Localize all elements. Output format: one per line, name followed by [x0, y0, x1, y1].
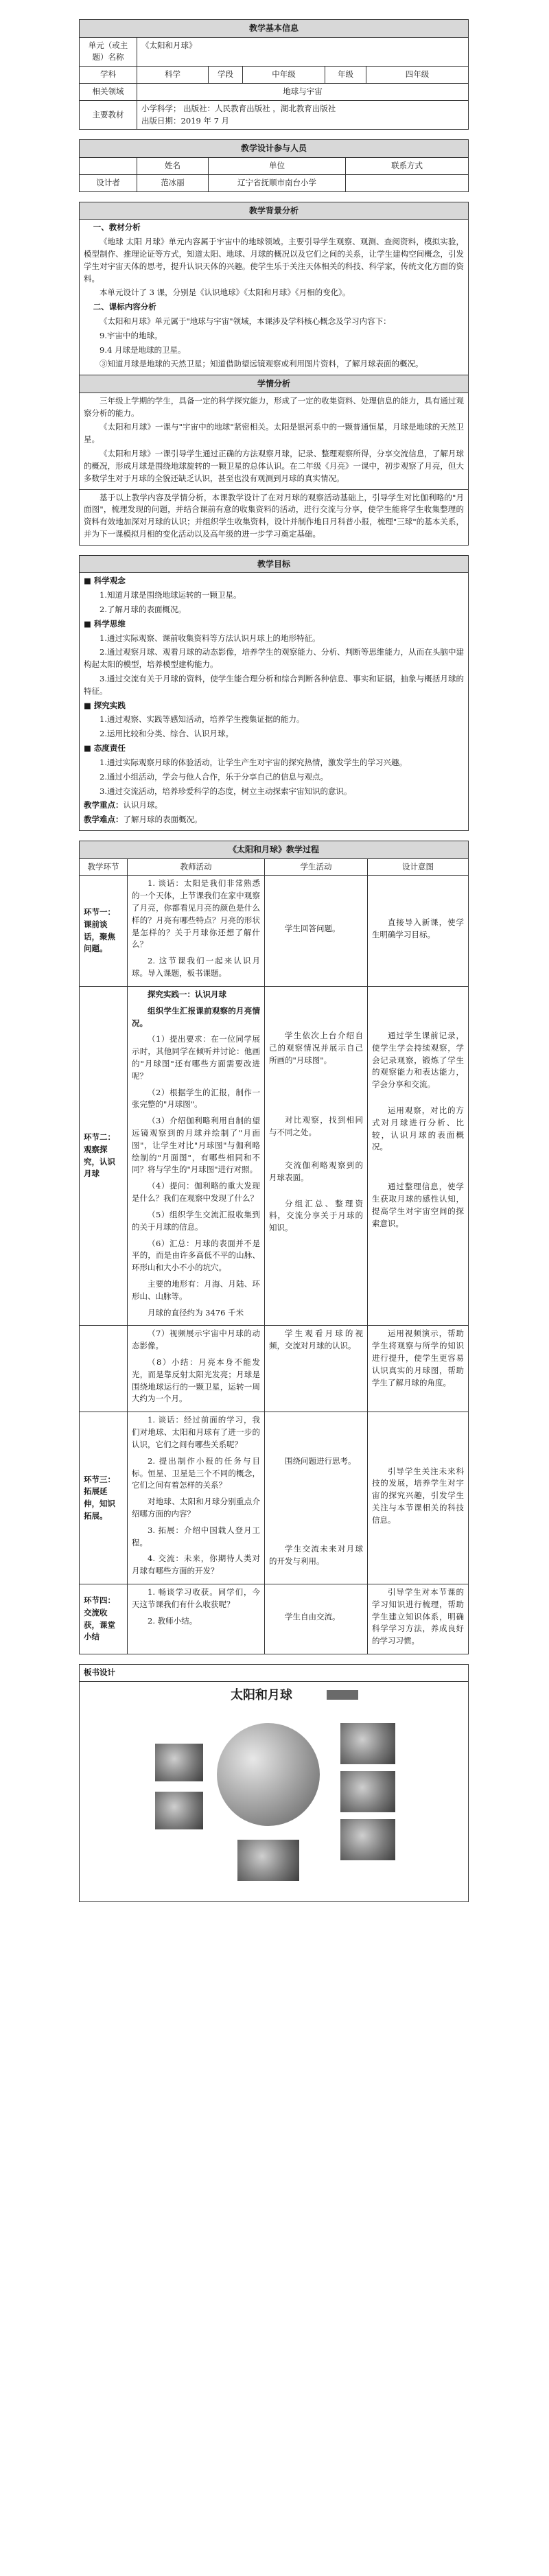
student-activity: 围绕问题进行思考。 学生交流未来对月球的开发与利用。 [265, 1412, 368, 1584]
material-label: 主要教材 [80, 100, 137, 130]
teacher-activity: 1. 谈话：经过前面的学习，我们对地球、太阳和月球有了进一步的认识，它们之间有哪些关系呢？ 2. 提出制作小报的任务与目标。恒星、卫星是三个不同的概念，它们之间有着怎样的关系？ 对地球、太阳和月球分别重点介绍哪方面的内容？ 3. 拓展：介绍中国载人登月工程。 4. 交流：未来，你期待人类对月球有哪些方面的开发？ [128, 1412, 265, 1584]
objective-item: 1.知道月球是围绕地球运转的一颗卫星。 [100, 590, 242, 600]
objective-category: ■ 科学思维 [84, 618, 126, 629]
col-contact: 联系方式 [346, 158, 469, 175]
material-value [137, 100, 469, 130]
design-intent: 通过学生课前记录，使学生学会持续观察，学会记录观察，锻炼了学生的观察能力和表达能力，学会分享和交流。 运用观察，对比的方式对月球进行分析、比较，认识月球的表面概况。 通过整理信息，使学生获取月球的感性认知，提高学生对宇宙空间的探索意识。 [368, 986, 469, 1326]
material-line-2: 出版日期：2019 年 7 月 [141, 115, 230, 126]
design-rationale [80, 489, 469, 545]
teacher-activity: 1. 谈话：太阳是我们非常熟悉的一个天体，上节课我们在家中观察了月亮，你都看见月亮的颜色是什么样的？月亮有哪些特点？月亮的形状是怎样的？关于月球你还想了解什么？ 2. 这节课我们一起来认识月球。导入课题，板书课题。 [128, 876, 265, 987]
background-paragraph: 《地球 太阳 月球》单元内容属于宇宙中的地球领域。主要引导学生观察、观测、查阅资料，模拟实验，模型制作、推理论证等方式，知道太阳、地球、月球的概况以及它们之间的关系，让学生建构空间概念，引发学生对宇宙天体的思考，提升认识天体的兴趣。使学生乐于关注天体相关的科技、科学家，传统文化方面的资料。 [84, 237, 464, 283]
stage-4: 环节四：交流收获，课堂小结 [80, 1584, 128, 1654]
basic-info-table [79, 19, 469, 130]
textbook-analysis-heading: 一、教材分析 [93, 222, 141, 233]
material-line-1: 小学科学； 出版社：人民教育出版社 ，湖北教育出版社 [141, 103, 336, 113]
objective-item: 3.通过交流有关于月球的资料，使学生能合理分析和综合判断各种信息、事实和证据，抽象与概括月球的特征。 [84, 674, 464, 696]
field-label: 相关领域 [80, 84, 137, 101]
board-design-label: 板书设计 [80, 1665, 469, 1682]
difficult-point: 教学难点：了解月球的表面概况。 [84, 815, 202, 825]
rationale-paragraph: 基于以上教学内容及学情分析，本课教学设计了在对月球的观察活动基础上，引导学生对比伽利略的"月面图"，梳理发现的问题，并结合课前有意的收集资料的活动，进行交流与分享，使学生能将学生收集整理的资料有效地加深对月球的认识；并组织学生收集资料，设计并制作地日月科普小报，梳理"三球"的基本关系，并为下一课模拟月相的变化活动以及高年级的进一步学习奠定基础。 [84, 492, 464, 539]
board-title: 太阳和月球 [231, 1687, 292, 1702]
unit-label: 单元（或主题）名称 [80, 37, 137, 67]
stage-label: 学段 [209, 67, 243, 84]
student-activity: 学生观看月球的视频，交流对月球的认识。 [265, 1326, 368, 1412]
student-activity: 学生回答问题。 [265, 876, 368, 987]
objectives-header: 教学目标 [80, 555, 469, 573]
objective-category: ■ 科学观念 [84, 576, 126, 586]
background-paragraph: 本单元设计了 3 课，分别是《认识地球》《太阳和月球》《月相的变化》。 [100, 288, 351, 298]
key-point: 教学重点：认识月球。 [84, 800, 163, 810]
background-table [79, 202, 469, 546]
design-intent: 运用视频演示，帮助学生将观察与所学的知识进行提升，使学生更容易认识真实的月球图，帮助学生了解月球的角度。 [368, 1326, 469, 1412]
process-table [79, 841, 469, 1654]
background-header: 教学背景分析 [80, 202, 469, 220]
moon-surface-photo [237, 1840, 299, 1881]
learner-paragraph: 《太阳和月球》一课引导学生通过正确的方法观察月球，记录、整理观察所得，分享交流信息，了解月球的概况，形成月球是围绕地球旋转的一颗卫星的总体认识。在二年级《月亮》一课中，初步观察了月亮，但大多数学生对于月球的全貌还缺乏认识，甚至也没有观测到月球的真实情况。 [84, 449, 464, 483]
stage-3: 环节三：拓展延伸，知识拓展。 [80, 1412, 128, 1584]
design-intent: 引导学生关注未来科技的发展，培养学生对宇宙的探究兴趣，引发学生关注与本节课相关的科技信息。 [368, 1412, 469, 1584]
board-label-tag [327, 1690, 358, 1700]
moon-surface-photo [340, 1723, 395, 1764]
teacher-activity: 1. 畅谈学习收获。同学们，今天这节课我们有什么收获呢？ 2. 教师小结。 [128, 1584, 265, 1654]
design-intent: 直接导入新课，使学生明确学习目标。 [368, 876, 469, 987]
stage-value: 中年级 [243, 67, 325, 84]
objective-item: 1.通过实际观察、课前收集资料等方法认识月球上的地形特征。 [100, 633, 320, 643]
grade-value: 四年级 [366, 67, 469, 84]
objective-item: 2.通过观察月球、观看月球的动态影像，培养学生的观察能力、分析、判断等思维能力，从而在头脑中建构起太阳的模型，培养模型建构能力。 [84, 647, 464, 670]
process-header: 《太阳和月球》教学过程 [80, 841, 469, 858]
objectives-content [80, 573, 469, 831]
learner-paragraph: 三年级上学期的学生，具备一定的科学探究能力，形成了一定的收集资料、处理信息的能力，具有通过观察分析的能力。 [84, 395, 464, 418]
grade-label: 年级 [325, 67, 366, 84]
moon-surface-photo [340, 1819, 395, 1860]
objective-item: 1.通过观察、实践等感知活动，培养学生搜集证据的能力。 [100, 714, 305, 725]
moon-surface-photo [155, 1744, 203, 1781]
board-design-area [80, 1681, 469, 1901]
basic-info-header: 教学基本信息 [80, 20, 469, 38]
moon-surface-photo [340, 1771, 395, 1812]
designer-name: 范冰丽 [137, 174, 209, 191]
designer-header: 教学设计参与人员 [80, 140, 469, 158]
objective-item: 3.通过交流活动，培养珍爱科学的态度，树立主动探索宇宙知识的意识。 [100, 786, 352, 796]
designer-contact [346, 174, 469, 191]
designer-role: 设计者 [80, 174, 137, 191]
unit-value: 《太阳和月球》 [137, 37, 469, 67]
subject-value: 科学 [137, 67, 209, 84]
moon-image [217, 1723, 320, 1826]
objective-category: ■ 态度责任 [84, 743, 126, 753]
background-paragraph: ③知道月球是地球的天然卫星；知道借助望远镜观察或利用图片资料，了解月球表面的概况。 [100, 359, 423, 369]
board-design-table [79, 1664, 469, 1902]
design-intent: 引导学生对本节课的学习知识进行梳理，帮助学生建立知识体系，明确科学学习方法，养成良好的学习习惯。 [368, 1584, 469, 1654]
background-paragraph: 9.宇宙中的地球。 [100, 330, 163, 340]
student-activity: 学生依次上台介绍自己的观察情况并展示自己所画的"月球图"。 对比观察，找到相同与不同之处。 交流伽利略观察到的月球表面。 分组汇总、整理资料，交流分享关于月球的知识。 [265, 986, 368, 1326]
background-paragraph: 《太阳和月球》单元属于"地球与宇宙"领域，本课涉及学科核心概念及学习内容下： [100, 316, 391, 326]
col-unit: 单位 [209, 158, 346, 175]
designer-table [79, 139, 469, 191]
learner-paragraph: 《太阳和月球》一课与"宇宙中的地球"紧密相关。太阳是银河系中的一颗普通恒星，月球是地球的天然卫星。 [84, 422, 464, 445]
objectives-table [79, 555, 469, 831]
stage-1: 环节一：课前谈话，聚焦问题。 [80, 876, 128, 987]
col-name: 姓名 [137, 158, 209, 175]
field-value: 地球与宇宙 [137, 84, 469, 101]
designer-unit: 辽宁省抚顺市南台小学 [209, 174, 346, 191]
col-stage: 教学环节 [80, 858, 128, 876]
standard-analysis-heading: 二、课标内容分析 [93, 302, 156, 312]
teacher-activity: 探究实践一：认识月球 组织学生汇报课前观察的月亮情况。 （1）提出要求：在一位同学展示时，其他同学在倾听并讨论：他画的"月球图"还有哪些方面需要改进呢？ （2）根据学生的汇报，制作一张完整的"月球图"。 （3）介绍伽利略利用自制的望远镜观察到的月球并绘制了"月面图"，让学生对比"月球图"与伽利略绘制的"月面图"，有哪些相同和不同？将与学生的"月球图"进行对照。 （4）提问：伽利略的重大发现是什么？我们在观察中发现了什么？ （5）组织学生交流汇报收集到的关于月球的信息。 （6）汇总：月球的表面并不是平的，而是由许多高低不平的山脉、环形山和大小不小的坑穴。 主要的地形有：月海、月陆、环形山、山脉等。 月球的直径约为 3476 千米 [128, 986, 265, 1326]
col-student: 学生活动 [265, 858, 368, 876]
objective-item: 2.了解月球的表面概况。 [100, 604, 186, 614]
stage-2: 环节二：观察探究，认识月球 [80, 986, 128, 1326]
teacher-activity: （7）视频展示宇宙中月球的动态影像。 （8）小结：月亮本身不能发光，而是靠反射太阳光发亮；月球是围绕地球运行的一颗卫星，运转一周大约为一个月。 [128, 1326, 265, 1412]
background-content [80, 220, 469, 375]
objective-item: 2.通过小组活动，学会与他人合作，乐于分享自己的信息与观点。 [100, 771, 328, 782]
learner-header: 学情分析 [80, 375, 469, 393]
objective-item: 1.通过实际观察月球的体验活动，让学生产生对宇宙的探究热情，激发学生的学习兴趣。 [100, 757, 407, 767]
student-activity: 学生自由交流。 [265, 1584, 368, 1654]
lesson-plan-document [79, 19, 469, 1902]
objective-category: ■ 探究实践 [84, 700, 126, 710]
col-intent: 设计意图 [368, 858, 469, 876]
learner-content [80, 393, 469, 489]
col-teacher: 教师活动 [128, 858, 265, 876]
subject-label: 学科 [80, 67, 137, 84]
background-paragraph: 9.4 月球是地球的卫星。 [100, 344, 186, 355]
objective-item: 2.运用比较和分类、综合、认识月球。 [100, 729, 233, 739]
moon-surface-photo [155, 1792, 203, 1829]
